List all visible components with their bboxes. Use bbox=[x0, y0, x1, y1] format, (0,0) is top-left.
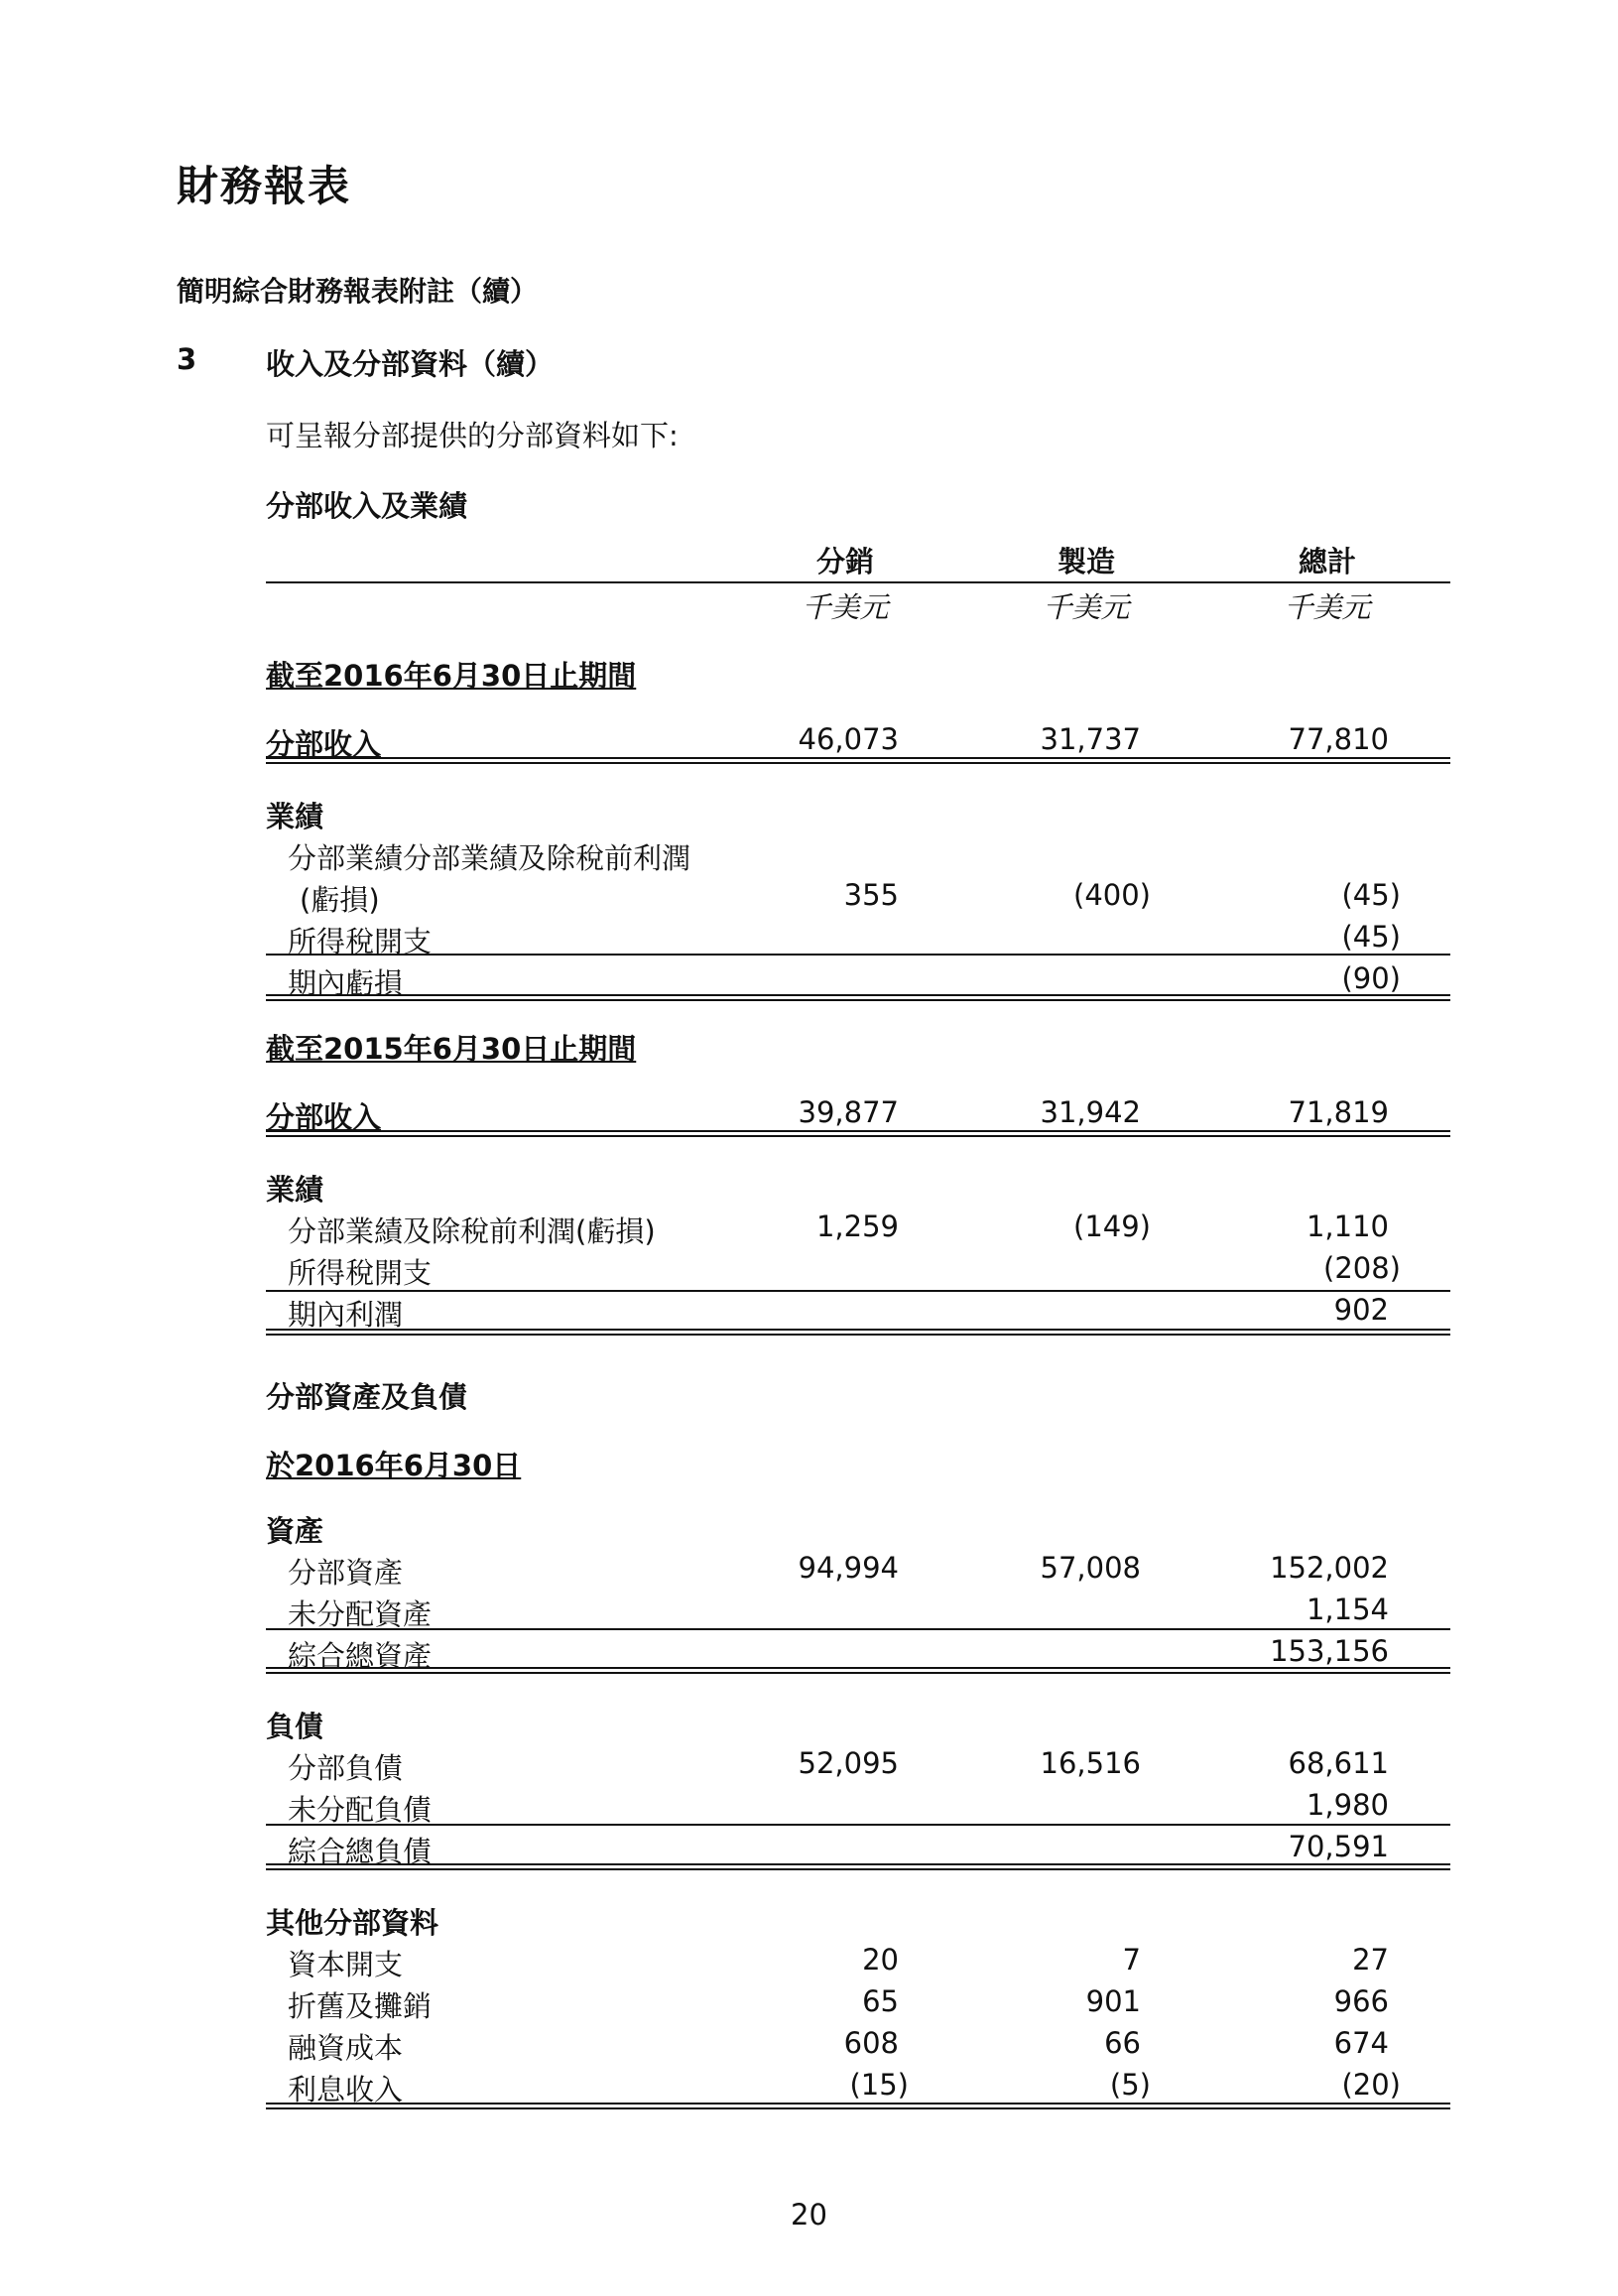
unit-label: 千美元 bbox=[1043, 590, 1130, 624]
income-tax-label: 所得稅開支 bbox=[288, 925, 433, 958]
revenue-distribution-2016: 46,073 bbox=[798, 722, 899, 756]
results-total-2016: (45) bbox=[1341, 878, 1401, 912]
period-profit-total-2015: 902 bbox=[1333, 1293, 1389, 1327]
interest-income-total: (20) bbox=[1341, 2068, 1401, 2102]
period-2016-label: 截至2016年6月30日止期間 bbox=[266, 659, 637, 693]
finance-cost-label: 融資成本 bbox=[288, 2031, 404, 2065]
capex-label: 資本開支 bbox=[288, 1948, 404, 1981]
segment-revenue-label: 分部收入 bbox=[266, 1100, 382, 1134]
double-rule bbox=[266, 757, 1450, 764]
unallocated-liabilities-label: 未分配負債 bbox=[288, 1793, 433, 1827]
capex-distribution: 20 bbox=[862, 1943, 899, 1977]
revenue-manufacturing-2015: 31,942 bbox=[1040, 1095, 1141, 1129]
column-header-total: 總計 bbox=[1298, 545, 1356, 578]
liabilities-distribution: 52,095 bbox=[798, 1746, 899, 1780]
finance-cost-total: 674 bbox=[1333, 2026, 1389, 2060]
other-info-heading: 其他分部資料 bbox=[266, 1906, 439, 1940]
period-loss-total-2016: (90) bbox=[1341, 961, 1401, 995]
depreciation-distribution: 65 bbox=[862, 1984, 899, 2018]
unallocated-assets-label: 未分配資產 bbox=[288, 1597, 433, 1631]
column-header-manufacturing: 製造 bbox=[1057, 545, 1115, 578]
period-loss-label: 期內虧損 bbox=[288, 966, 404, 1000]
unit-label: 千美元 bbox=[802, 590, 889, 624]
assets-manufacturing: 57,008 bbox=[1040, 1551, 1141, 1585]
segment-liabilities-label: 分部負債 bbox=[288, 1751, 404, 1785]
depreciation-manufacturing: 901 bbox=[1085, 1984, 1141, 2018]
interest-income-label: 利息收入 bbox=[288, 2073, 404, 2106]
segment-revenue-label: 分部收入 bbox=[266, 727, 382, 761]
intro-text: 可呈報分部提供的分部資料如下: bbox=[266, 419, 679, 452]
section-number: 3 bbox=[177, 342, 197, 376]
finance-cost-distribution: 608 bbox=[843, 2026, 899, 2060]
assets-heading: 資產 bbox=[266, 1514, 324, 1548]
revenue-total-2015: 71,819 bbox=[1288, 1095, 1389, 1129]
consolidated-liabilities-label: 綜合總負債 bbox=[288, 1835, 433, 1868]
consolidated-assets-total: 153,156 bbox=[1270, 1634, 1389, 1668]
notes-heading: 簡明綜合財務報表附註（續） bbox=[177, 275, 539, 308]
segment-assets-label: 分部資產 bbox=[288, 1556, 404, 1590]
page-number: 20 bbox=[791, 2198, 827, 2232]
period-profit-label: 期內利潤 bbox=[288, 1298, 404, 1332]
capex-manufacturing: 7 bbox=[1122, 1943, 1141, 1977]
assets-total: 152,002 bbox=[1270, 1551, 1389, 1585]
double-rule bbox=[266, 2103, 1450, 2109]
subtotal-rule bbox=[266, 1290, 1450, 1292]
segment-results-label: 分部業績及除稅前利潤(虧損) bbox=[288, 1214, 656, 1248]
interest-income-manufacturing: (5) bbox=[1109, 2068, 1151, 2102]
subtotal-rule bbox=[266, 1824, 1450, 1826]
capex-total: 27 bbox=[1352, 1943, 1389, 1977]
unallocated-liabilities-total: 1,980 bbox=[1306, 1788, 1389, 1822]
consolidated-liabilities-total: 70,591 bbox=[1288, 1830, 1389, 1863]
liabilities-total: 68,611 bbox=[1288, 1746, 1389, 1780]
results-total-2015: 1,110 bbox=[1306, 1210, 1389, 1243]
double-rule bbox=[266, 1863, 1450, 1870]
results-heading: 業績 bbox=[266, 1173, 324, 1207]
results-distribution-2016: 355 bbox=[843, 878, 899, 912]
unallocated-assets-total: 1,154 bbox=[1306, 1593, 1389, 1626]
segment-results-label: 分部業績分部業績及除稅前利潤 bbox=[288, 841, 691, 875]
income-tax-total-2016: (45) bbox=[1341, 920, 1401, 954]
results-manufacturing-2016: (400) bbox=[1073, 878, 1151, 912]
subtotal-rule bbox=[266, 1628, 1450, 1630]
header-rule bbox=[266, 581, 1450, 583]
results-subheading: 分部收入及業績 bbox=[266, 489, 468, 523]
double-rule bbox=[266, 1329, 1450, 1336]
unit-label: 千美元 bbox=[1284, 590, 1371, 624]
assets-distribution: 94,994 bbox=[798, 1551, 899, 1585]
results-heading: 業績 bbox=[266, 800, 324, 833]
depreciation-label: 折舊及攤銷 bbox=[288, 1989, 433, 2023]
results-manufacturing-2015: (149) bbox=[1073, 1210, 1151, 1243]
double-rule bbox=[266, 994, 1450, 1001]
section-title: 收入及分部資料（續） bbox=[266, 347, 555, 381]
column-header-distribution: 分銷 bbox=[815, 545, 874, 578]
income-tax-label: 所得稅開支 bbox=[288, 1256, 433, 1290]
depreciation-total: 966 bbox=[1333, 1984, 1389, 2018]
revenue-manufacturing-2016: 31,737 bbox=[1040, 722, 1141, 756]
subtotal-rule bbox=[266, 954, 1450, 956]
period-2015-label: 截至2015年6月30日止期間 bbox=[266, 1032, 637, 1066]
income-tax-total-2015: (208) bbox=[1323, 1251, 1401, 1285]
liabilities-heading: 負債 bbox=[266, 1710, 324, 1743]
as-at-date-label: 於2016年6月30日 bbox=[266, 1449, 522, 1482]
results-distribution-2015: 1,259 bbox=[815, 1210, 899, 1243]
double-rule bbox=[266, 1667, 1450, 1674]
liabilities-manufacturing: 16,516 bbox=[1040, 1746, 1141, 1780]
interest-income-distribution: (15) bbox=[849, 2068, 909, 2102]
finance-cost-manufacturing: 66 bbox=[1104, 2026, 1141, 2060]
segment-results-label-cont: (虧損) bbox=[300, 883, 380, 917]
revenue-total-2016: 77,810 bbox=[1288, 722, 1389, 756]
document-title: 財務報表 bbox=[177, 162, 352, 210]
assets-liabilities-subheading: 分部資產及負債 bbox=[266, 1380, 468, 1414]
consolidated-assets-label: 綜合總資產 bbox=[288, 1639, 433, 1673]
double-rule bbox=[266, 1130, 1450, 1137]
revenue-distribution-2015: 39,877 bbox=[798, 1095, 899, 1129]
